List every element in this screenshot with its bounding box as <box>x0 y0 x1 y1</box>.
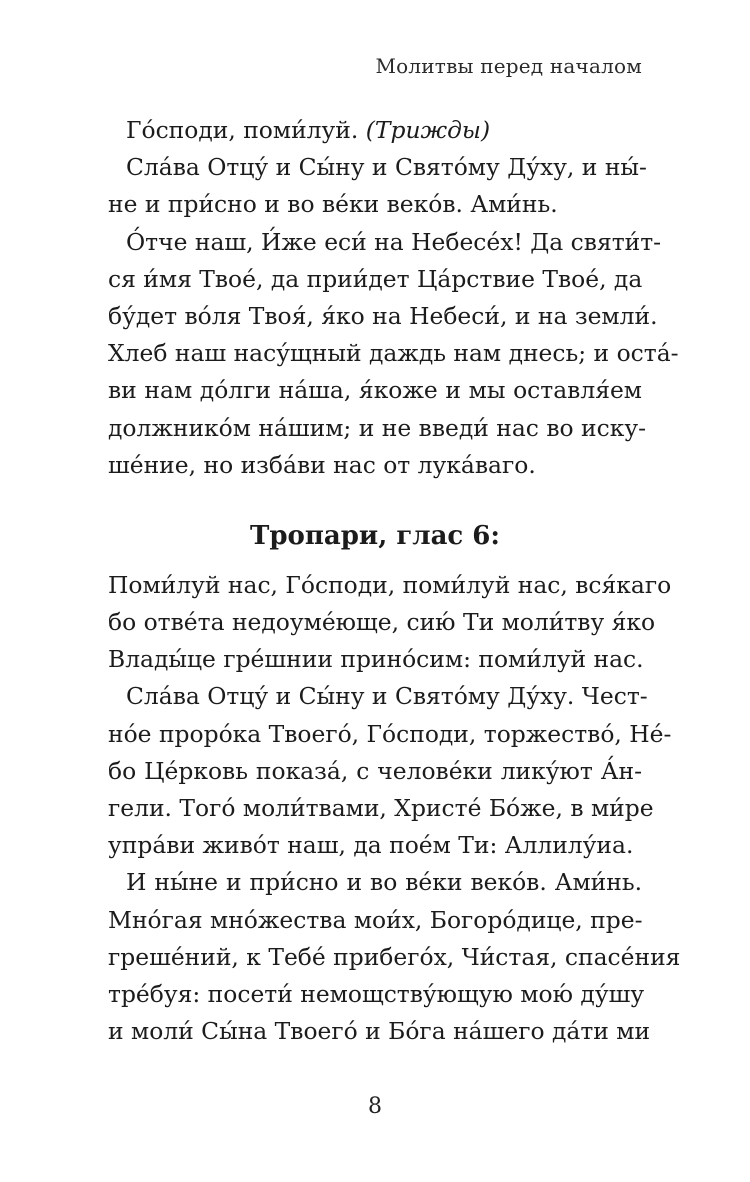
text-line: О́тче наш, И́же еси́ на Небесе́х! Да святи́т- <box>126 227 662 256</box>
text-line: И ны́не и при́сно и во ве́ки веко́в. Ами́нь. <box>126 868 642 897</box>
running-header: Молитвы перед началом <box>375 54 642 78</box>
text-line: ся и́мя Твое́, да прии́дет Ца́рствие Твое́, да <box>108 264 643 293</box>
paragraph-theotokion <box>108 864 681 1050</box>
text-fragment: Го́споди, поми́луй. <box>126 116 366 144</box>
text-line <box>108 112 642 149</box>
text-line: бо отве́та недоуме́юще, сию́ Ти моли́тву я́ко <box>108 608 656 637</box>
text-line: бо Це́рковь показа́, с челове́ки лику́ют А́н- <box>108 756 642 785</box>
text-line: Мно́гая мно́жества мои́х, Богоро́дице, пре- <box>108 905 643 934</box>
text-line: тре́буя: посети́ немощству́ющую мою́ ду́шу <box>108 979 645 1008</box>
text-line: ви нам до́лги на́ша, я́коже и мы оставля́ем <box>108 376 642 405</box>
text-line: Сла́ва Отцу́ и Сы́ну и Свято́му Ду́ху. Чест- <box>126 682 648 711</box>
text-line: Поми́луй нас, Го́споди, поми́луй нас, вся́каго <box>108 570 672 599</box>
text-line: греше́ний, к Тебе́ прибего́х, Чи́стая, спасе́ния <box>108 942 681 971</box>
text-line: гели. Того́ моли́твами, Христе́ Бо́же, в ми́ре <box>108 794 654 822</box>
paragraph-glory <box>108 149 647 223</box>
rubric-thrice: (Трижды) <box>365 116 491 144</box>
paragraph-troparion-2 <box>108 678 672 864</box>
paragraph-our-father <box>108 224 679 484</box>
paragraph-troparion-1 <box>108 567 672 679</box>
section-heading: Тропари, глас 6: <box>250 520 500 551</box>
paragraph-lord-have-mercy <box>108 112 642 149</box>
page-number: 8 <box>368 1094 382 1119</box>
text-line: и моли́ Сы́на Твоего́ и Бо́га на́шего да́ти ми <box>108 1017 651 1046</box>
text-line: ше́ние, но изба́ви нас от лука́ваго. <box>108 450 536 479</box>
text-line: Хлеб наш насу́щный даждь нам днесь; и оста́- <box>108 339 679 368</box>
text-line: не и при́сно и во ве́ки веко́в. Ами́нь. <box>108 190 558 219</box>
text-line: но́е проро́ка Твоего́, Го́споди, торжество́, Не́- <box>108 719 672 748</box>
text-line: упра́ви живо́т наш, да пое́м Ти: Аллилу́иа. <box>108 831 634 860</box>
text-line: бу́дет во́ля Твоя́, я́ко на Небеси́, и на земли́. <box>108 301 658 330</box>
page-body <box>108 112 681 1050</box>
text-line: Влады́це гре́шнии прино́сим: поми́луй нас. <box>108 645 644 674</box>
text-line: должнико́м на́шим; и не введи́ нас во иску- <box>108 413 646 442</box>
text-line: Сла́ва Отцу́ и Сы́ну и Свято́му Ду́ху, и ны́- <box>126 153 647 182</box>
